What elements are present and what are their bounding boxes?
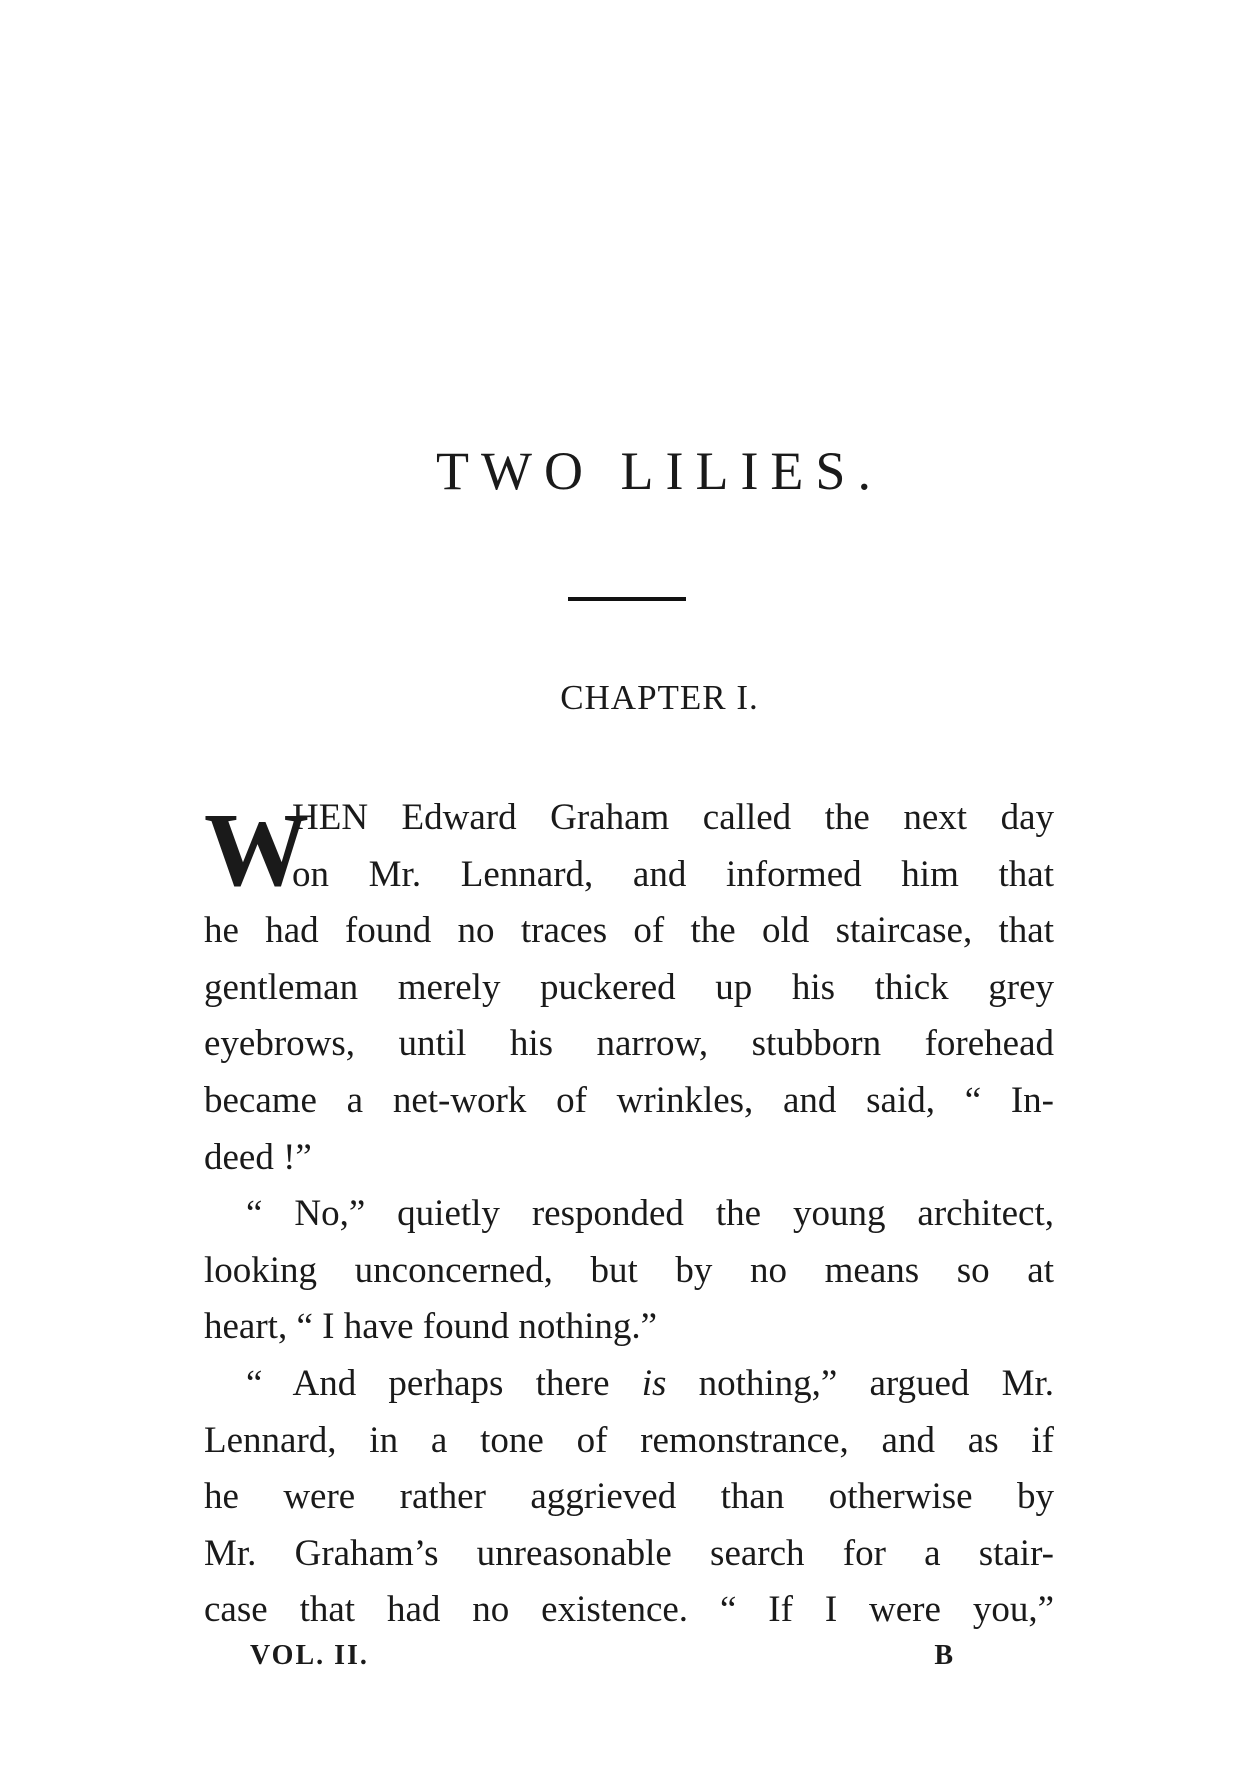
signature-mark: B bbox=[934, 1640, 955, 1671]
drop-cap: W bbox=[204, 791, 309, 908]
book-title: TWO LILIES. bbox=[436, 441, 883, 501]
text-line: looking unconcerned, but by no means so at bbox=[204, 1249, 1054, 1291]
text-line: he were rather aggrieved than otherwise by bbox=[204, 1476, 1054, 1518]
text-line: eyebrows, until his narrow, stubborn forehead bbox=[204, 1023, 1054, 1065]
text-line: HEN Edward Graham called the next day bbox=[292, 797, 1054, 838]
text-line: on Mr. Lennard, and informed him that bbox=[292, 853, 1054, 895]
emphasis-word: is bbox=[641, 1362, 667, 1404]
text-line: Lennard, in a tone of remonstrance, and as if bbox=[204, 1419, 1054, 1461]
volume-label: VOL. II. bbox=[250, 1640, 369, 1671]
text-line-with-emphasis bbox=[246, 1356, 1054, 1413]
text-segment: “ And perhaps there bbox=[246, 1362, 610, 1404]
chapter-heading: CHAPTER I. bbox=[560, 678, 759, 717]
text-line: became a net-work of wrinkles, and said, “ In- bbox=[204, 1079, 1054, 1121]
text-line: “ No,” quietly responded the young architect, bbox=[246, 1193, 1054, 1235]
text-line: case that had no existence. “ If I were you,” bbox=[204, 1589, 1054, 1631]
text-line: gentleman merely puckered up his thick grey bbox=[204, 966, 1054, 1008]
text-line: deed !” bbox=[204, 1136, 312, 1178]
text-line: he had found no traces of the old staircase, that bbox=[204, 910, 1054, 952]
text-line: Mr. Graham’s unreasonable search for a stair- bbox=[204, 1532, 1054, 1574]
title-rule bbox=[568, 597, 686, 601]
text-line: heart, “ I have found nothing.” bbox=[204, 1306, 658, 1348]
chapter-body bbox=[204, 790, 1054, 1639]
text-segment: nothing,” argued Mr. bbox=[698, 1362, 1055, 1404]
